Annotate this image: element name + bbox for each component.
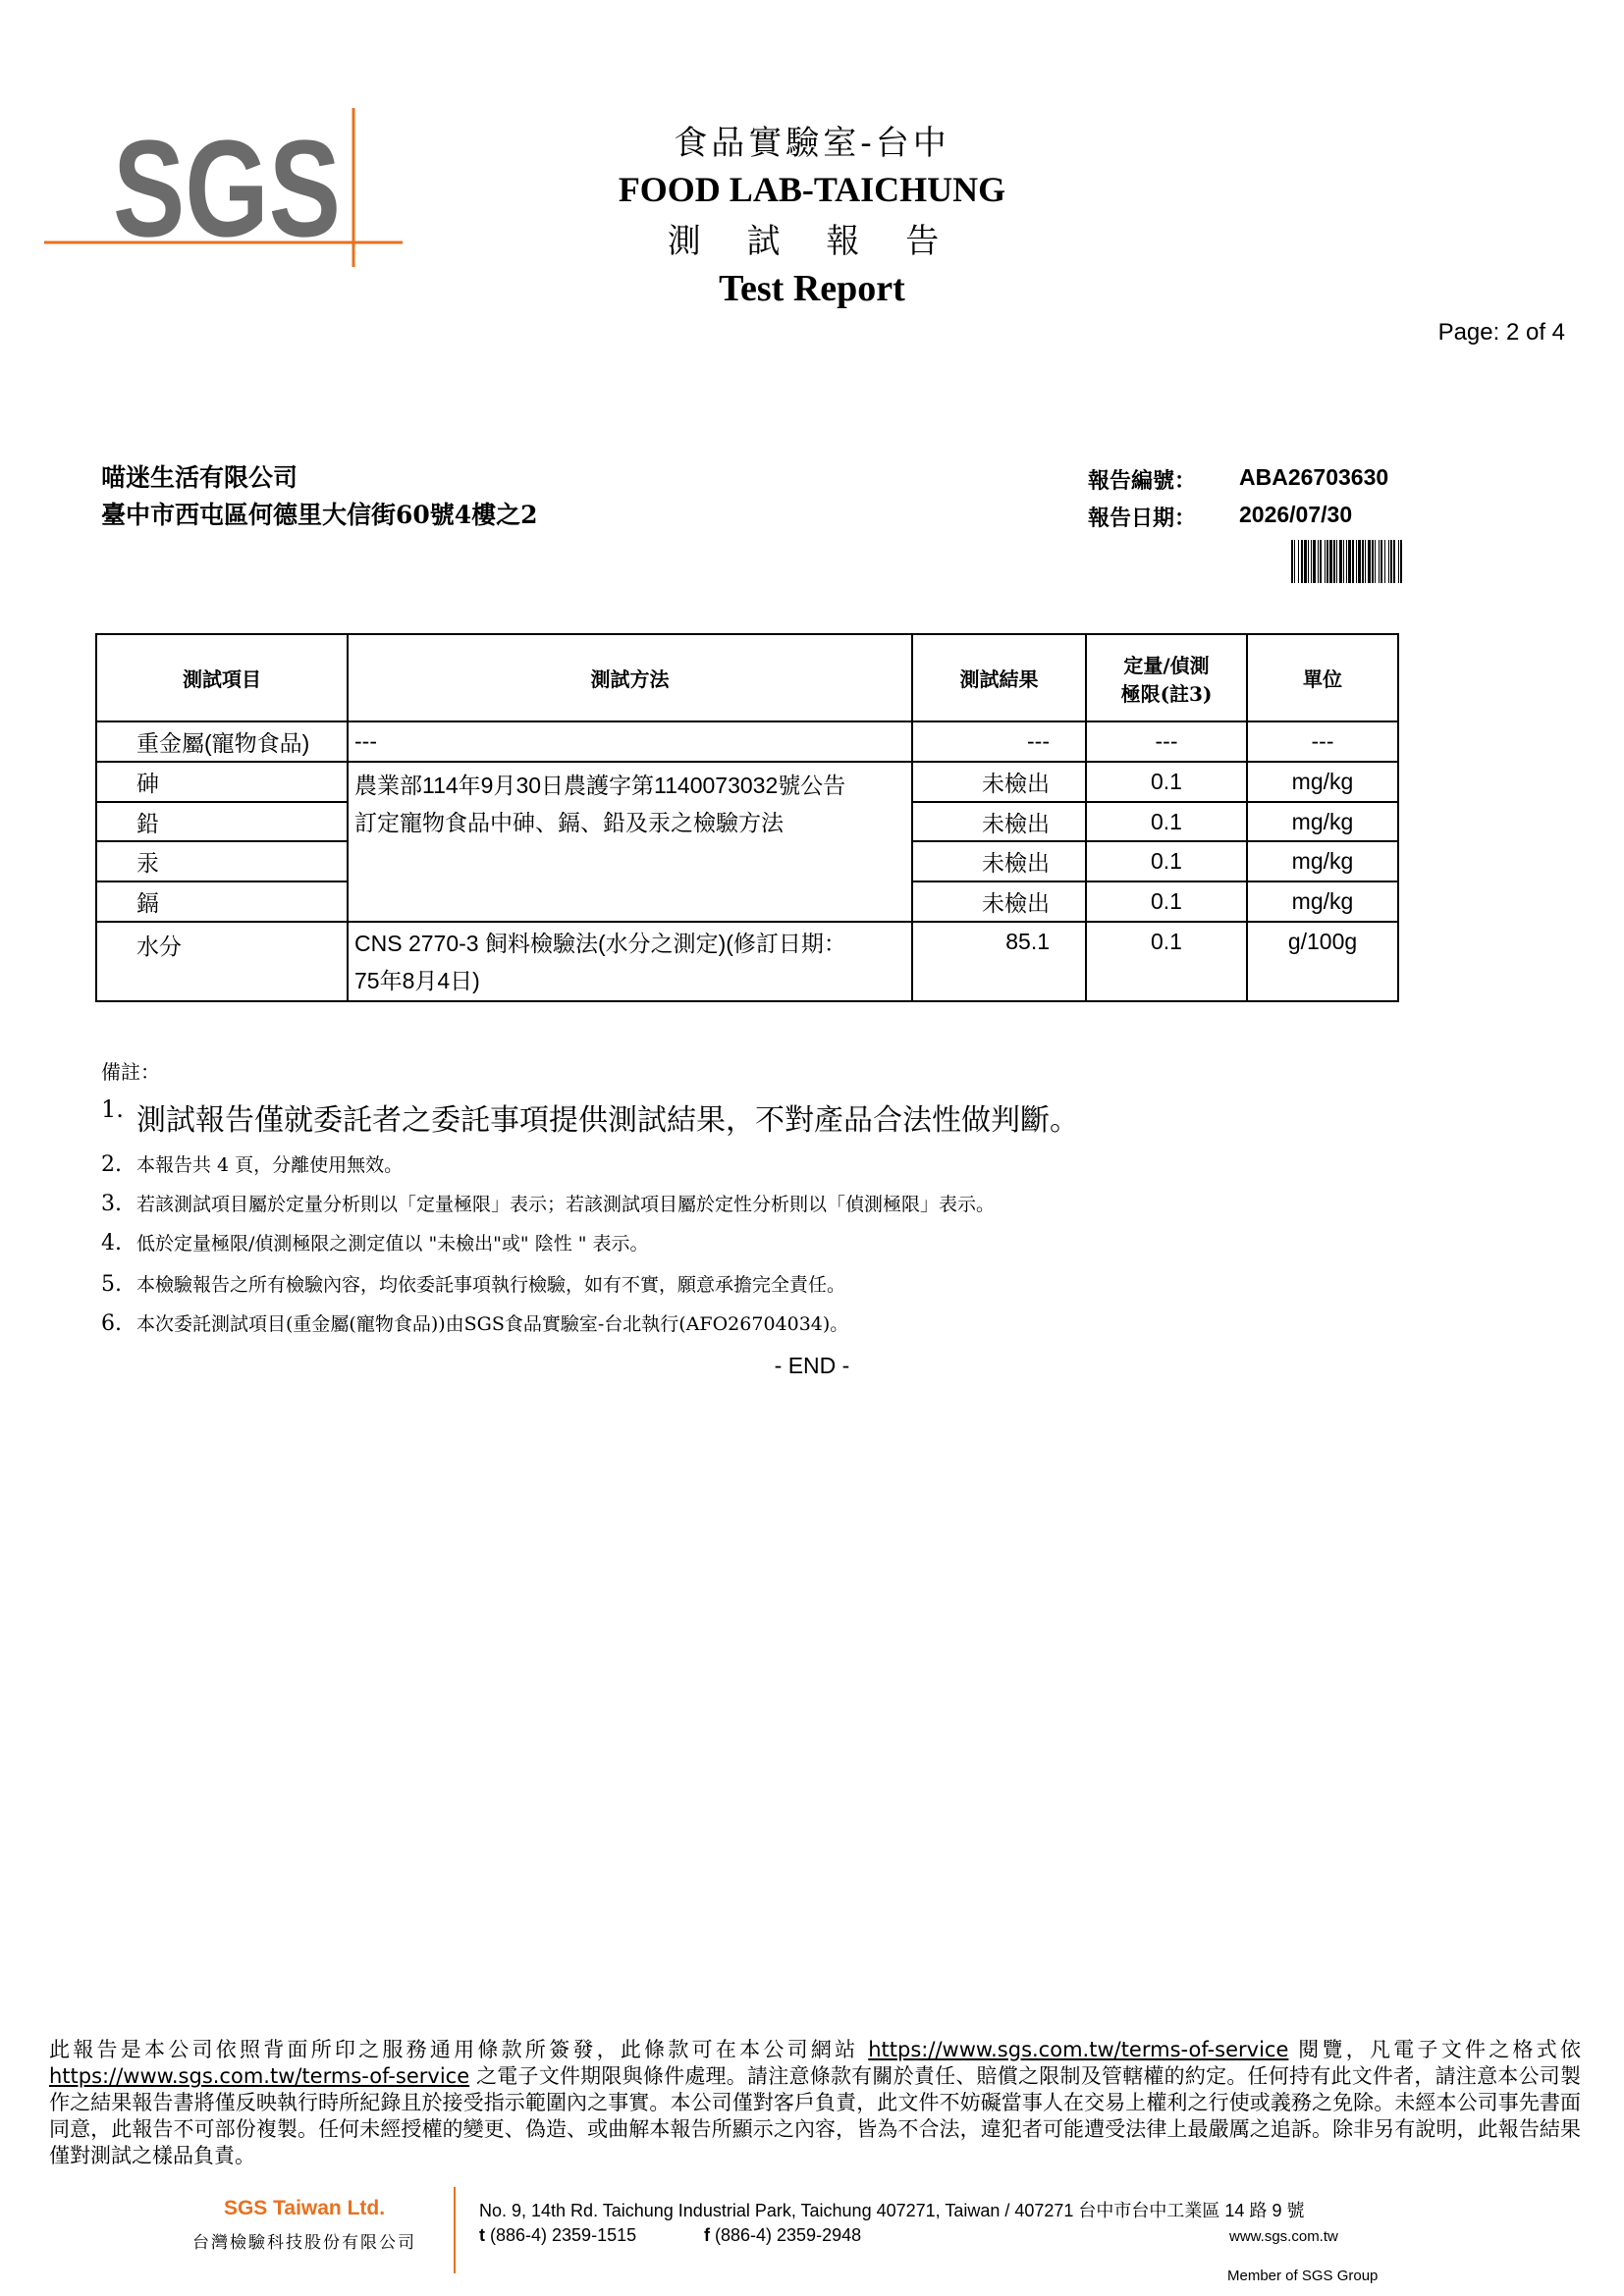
- cell-item: 重金屬(寵物食品): [96, 721, 348, 762]
- report-title-zh: 測 試 報 告: [667, 222, 957, 261]
- cell-item: 砷: [96, 762, 348, 802]
- cell-method: [348, 922, 912, 1001]
- company-name-en: SGS Taiwan Ltd.: [223, 2197, 386, 2219]
- table-row: [96, 762, 1398, 802]
- terms-link[interactable]: https://www.sgs.com.tw/terms-of-service: [49, 2064, 470, 2088]
- header-limit-line1: 定量/偵測: [1123, 653, 1210, 677]
- cell-limit: ---: [1086, 721, 1247, 762]
- footer-divider: [454, 2187, 456, 2273]
- report-number: ABA26703630: [1239, 464, 1389, 490]
- disclaimer-text: 閱覽，凡電子文件之格式依: [1288, 2038, 1581, 2061]
- cell-limit: 0.1: [1086, 881, 1247, 922]
- header-unit: 單位: [1247, 634, 1398, 721]
- note-text: 本檢驗報告之所有檢驗內容，均依委託事項執行檢驗，如有不實，願意承擔完全責任。: [136, 1274, 846, 1296]
- cell-unit: mg/kg: [1247, 881, 1398, 922]
- header-method: 測試方法: [348, 634, 912, 721]
- barcode: [1291, 540, 1512, 583]
- method-line: 農業部114年9月30日農護字第1140073032號公告: [354, 773, 846, 799]
- note-text: 本次委託測試項目(重金屬(寵物食品))由SGS食品實驗室-台北執行(AFO26704034)。: [136, 1313, 849, 1335]
- report-number-label: 報告編號：: [1088, 468, 1197, 494]
- note-number: 5.: [101, 1272, 122, 1297]
- note-number: 1.: [101, 1095, 124, 1123]
- cell-item: 汞: [96, 841, 348, 881]
- report-title-en: Test Report: [719, 268, 905, 309]
- cell-result: 未檢出: [912, 762, 1086, 802]
- cell-unit: mg/kg: [1247, 841, 1398, 881]
- client-name: 喵迷生活有限公司: [101, 463, 298, 492]
- company-name-zh: 台灣檢驗科技股份有限公司: [192, 2233, 416, 2253]
- table-row: [96, 922, 1398, 1001]
- footer-website[interactable]: www.sgs.com.tw: [1229, 2228, 1338, 2245]
- note-item: [101, 1150, 403, 1177]
- table-header-row: [96, 634, 1398, 721]
- method-line: 訂定寵物食品中砷、鎘、鉛及汞之檢驗方法: [354, 810, 784, 836]
- cell-result: 未檢出: [912, 841, 1086, 881]
- note-number: 6.: [101, 1311, 122, 1336]
- note-item: [101, 1229, 649, 1255]
- disclaimer-text: 此報告是本公司依照背面所印之服務通用條款所簽發，此條款可在本公司網站: [49, 2038, 869, 2061]
- header-limit: [1086, 634, 1247, 721]
- cell-unit: g/100g: [1247, 922, 1398, 1001]
- client-block: [101, 459, 538, 534]
- phone-prefix: t: [479, 2225, 485, 2245]
- note-item: [101, 1309, 848, 1336]
- footer-fax: [704, 2225, 861, 2246]
- lab-title-en: FOOD LAB-TAICHUNG: [618, 170, 1006, 209]
- footer-member: Member of SGS Group: [1227, 2268, 1379, 2284]
- table-row: [96, 721, 1398, 762]
- cell-limit: 0.1: [1086, 802, 1247, 842]
- method-line: 75年8月4日): [354, 967, 480, 993]
- cell-result: 85.1: [912, 922, 1086, 1001]
- cell-unit: mg/kg: [1247, 762, 1398, 802]
- header-limit-line2: 極限(註3): [1120, 681, 1213, 706]
- disclaimer-text: 之電子文件期限與條件處理。請注意條款有關於責任、賠償之限制及管轄權的約定。任何持有此文件者，請注意本公司製作之結果報告書將僅反映執行時所紀錄且於接受指示範圍內之事實。本公司僅對客戶負責，此文件不妨礙當事人在交易上權利之行使或義務之免除。未經本公司事先書面同意，此報告不可部份複製。任何未經授權的變更、偽造、或曲解本報告所顯示之內容，皆為不合法，違犯者可能遭受法律上最嚴厲之追訴。除非另有說明，此報告結果僅對測試之樣品負責。: [49, 2064, 1581, 2167]
- cell-method: ---: [348, 721, 912, 762]
- notes-title: 備註：: [101, 1060, 160, 1084]
- note-text: 測試報告僅就委託者之委託事項提供測試結果，不對產品合法性做判斷。: [136, 1103, 1079, 1138]
- page-number: Page: 2 of 4: [1437, 319, 1565, 346]
- client-address: 臺中市西屯區何德里大信街60號4樓之2: [101, 501, 538, 529]
- note-item: [101, 1270, 845, 1297]
- cell-limit: 0.1: [1086, 922, 1247, 1001]
- report-date-label: 報告日期：: [1088, 506, 1197, 531]
- note-number: 4.: [101, 1231, 122, 1255]
- cell-item: 鎘: [96, 881, 348, 922]
- results-table: [95, 633, 1399, 1002]
- cell-result: 未檢出: [912, 802, 1086, 842]
- report-date: 2026/07/30: [1239, 502, 1353, 527]
- fax-prefix: f: [704, 2225, 710, 2245]
- cell-limit: 0.1: [1086, 762, 1247, 802]
- end-marker: - END -: [774, 1353, 850, 1378]
- method-line: CNS 2770-3 飼料檢驗法(水分之測定)(修訂日期：: [354, 930, 846, 956]
- note-text: 若該測試項目屬於定量分析則以「定量極限」表示；若該測試項目屬於定性分析則以「偵測極限」表示。: [136, 1194, 996, 1215]
- header-item: 測試項目: [96, 634, 348, 721]
- note-number: 2.: [101, 1152, 122, 1177]
- footer-address: No. 9, 14th Rd. Taichung Industrial Park, Taichung 407271, Taiwan / 407271 台中市台中工業區 14 路 9 號: [479, 2201, 1305, 2220]
- note-item: [101, 1095, 1079, 1139]
- fax-number: (886-4) 2359-2948: [710, 2225, 862, 2245]
- note-item: [101, 1190, 995, 1216]
- cell-method-heavy-metals: [348, 762, 912, 922]
- note-text: 本報告共 4 頁，分離使用無效。: [136, 1154, 404, 1176]
- cell-result: 未檢出: [912, 881, 1086, 922]
- terms-link[interactable]: https://www.sgs.com.tw/terms-of-service: [868, 2038, 1289, 2061]
- cell-limit: 0.1: [1086, 841, 1247, 881]
- cell-item: 水分: [96, 922, 348, 1001]
- phone-number: (886-4) 2359-1515: [485, 2225, 637, 2245]
- lab-title-zh: 食品實驗室-台中: [674, 124, 950, 163]
- sgs-logo-text: SGS: [113, 111, 341, 266]
- cell-unit: mg/kg: [1247, 802, 1398, 842]
- cell-item: 鉛: [96, 802, 348, 842]
- disclaimer: [49, 2037, 1581, 2169]
- cell-result: ---: [912, 721, 1086, 762]
- cell-unit: ---: [1247, 721, 1398, 762]
- note-text: 低於定量極限/偵測極限之測定值以 "未檢出"或" 陰性 " 表示。: [136, 1233, 649, 1255]
- footer-company: [147, 2197, 461, 2253]
- header-result: 測試結果: [912, 634, 1086, 721]
- note-number: 3.: [101, 1192, 122, 1216]
- footer-phone: [479, 2225, 636, 2246]
